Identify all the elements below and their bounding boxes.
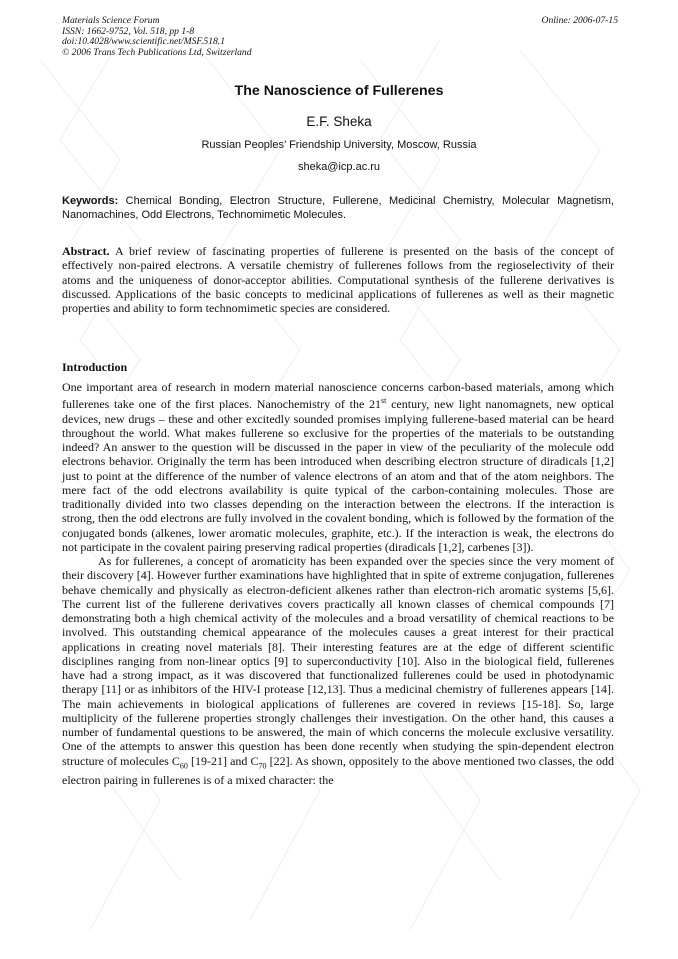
section-heading-introduction: Introduction: [62, 360, 128, 374]
paper-title: The Nanoscience of Fullerenes: [234, 83, 444, 99]
copyright-line: © 2006 Trans Tech Publications Ltd, Switzerland: [62, 46, 252, 58]
author-name: E.F. Sheka: [306, 114, 372, 129]
subscript-60: 60: [179, 760, 188, 770]
keywords-text: Chemical Bonding, Electron Structure, Fullerene, Medicinal Chemistry, Molecular Magnetism, Nanomachines, Odd Electrons, Technomimetic Molecules.: [62, 195, 614, 221]
subscript-70: 70: [258, 760, 267, 770]
keywords-block: [62, 194, 614, 222]
issn-line: ISSN: 1662-9752, Vol. 518, pp 1-8: [62, 25, 195, 37]
journal-header: [62, 16, 618, 58]
author-email[interactable]: sheka@icp.ac.ru: [297, 161, 381, 173]
introduction-body: [62, 380, 614, 787]
intro-paragraph-1: One important area of research in modern material nanoscience concerns carbon-based materials, among which fullerenes take one of the first places. Nanochemistry of the 21st century, new light nanomagnets, new optical devices, new drugs – these and other excitedly sounded promises implying fullerene-based material can be heard throughout the world. What makes fullerene so exclusive for the properties of the materials to be outstanding indeed? An answer to the question will be discussed in the paper in view of the peculiarity of the molecule odd electrons behavior. Originally the term has been introduced when describing electron structure of diradicals [1,2] just to point at the difference of the number of valence electrons of an atom and that of the atom neighbors. The mere fact of the odd electrons availability is quite typical of the carbon-containing molecules. Those are traditionally divided into two classes depending on the interaction between the electrons. If the interaction is strong, then the odd electrons are fully involved in the covalent bonding, which is followed by the formation of the conjugated bonds (alkenes, lower aromatic molecules, graphite, etc.). If the interaction is weak, the electrons do not participate in the covalent pairing preserving radical properties (diradicals [1,2], carbenes [3]).: [62, 380, 614, 554]
abstract-label: Abstract.: [62, 244, 110, 258]
superscript-st: st: [381, 396, 387, 406]
intro-paragraph-2: As for fullerenes, a concept of aromaticity has been expanded over the species since the very moment of their discovery [4]. However further examinations have highlighted that in spite of extreme conjugation, fullerenes behave chemically and physically as electron-deficient alkenes rather than electron-rich aromatic systems [5,6]. The current list of the fullerene derivatives covers practically all known classes of chemical compounds [7] demonstrating both a high chemical activity of the molecules and a broad versatility of chemical reactions to be involved. This outstanding chemical appearance of the molecules causes a great interest for their practical applications in creating novel materials [8]. Their interesting features are at the edge of different scientific disciplines ranging from non-linear optics [9] to superconductivity [10]. Also in the biological field, fullerenes have had a strong impact, as it was discovered that functionalized fullerenes could be used in photodynamic therapy [11] or as inhibitors of the HIV-I protease [12,13]. Thus a medicinal chemistry of fullerenes appears [14]. The main achievements in biological applications of fullerenes are covered in reviews [15-18]. So, large multiplicity of the fullerene properties strongly challenges their investigation. On the other hand, this causes a number of fundamental questions to be answered, the main of which concerns the molecule exclusive versatility. One of the attempts to answer this question has been done recently when studying the spin-dependent electron structure of molecules $C_{60}$ [19-21] and $C_{70}$ [22]. As shown, oppositely to the above mentioned two classes, the odd electron pairing in fullerenes is of a mixed character: the: [62, 554, 614, 788]
abstract-block: [62, 244, 614, 315]
abstract-text: A brief review of fascinating properties of fullerene is presented on the basis of the concept of effectively non-paired electrons. A versatile chemistry of fullerenes follows from the regioselectivity of their atoms and the uniqueness of donor-acceptor abilities. Computational synthesis of the fullerene derivatives is discussed. Applications of the basic concepts to medicinal applications of fullerenes as well as their magnetic properties and ability to form technomimetic species are considered.: [62, 244, 614, 316]
journal-name: Materials Science Forum: [62, 15, 160, 26]
doi-line[interactable]: doi:10.4028/www.scientific.net/MSF.518.1: [62, 36, 225, 48]
author-affiliation: Russian Peoples’ Friendship University, Moscow, Russia: [201, 139, 477, 151]
online-date: Online: 2006-07-15: [541, 15, 618, 26]
keywords-label: Keywords:: [62, 195, 119, 207]
